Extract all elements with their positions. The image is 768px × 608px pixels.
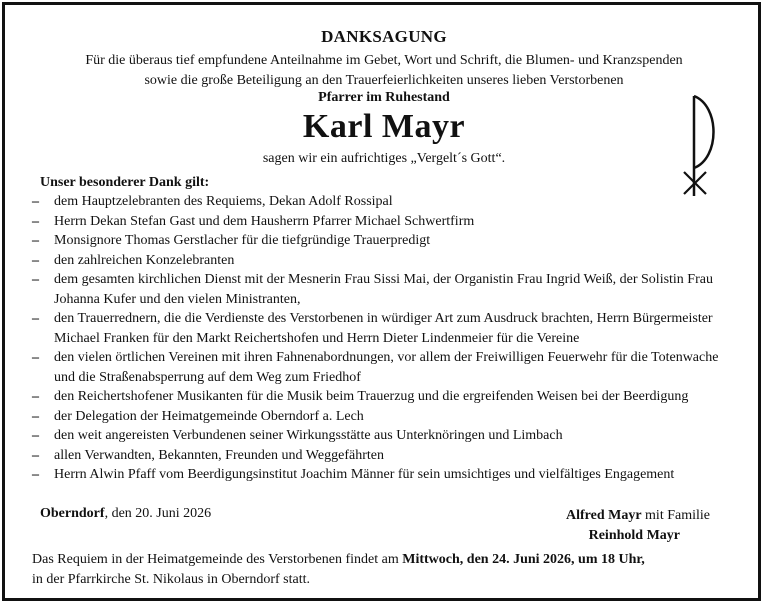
dash-icon: –	[32, 233, 39, 248]
dash-icon: –	[32, 389, 39, 404]
list-item: – den vielen örtlichen Vereinen mit ihren Fahnenabordnungen, vor allem der Freiwilligen Feuerwehr für die Totenwache und die Straßenabsperrung auf dem Weg zum Friedhof	[32, 350, 719, 385]
deceased-name: Karl Mayr	[302, 108, 466, 145]
list-item: – den Reichertshofener Musikanten für die Musik beim Trauerzug und die ergreifenden Weisen bei der Beerdigung	[32, 387, 732, 407]
requiem-info	[32, 550, 752, 590]
dash-icon: –	[32, 428, 39, 443]
family-line-2: Reinhold Mayr	[588, 528, 680, 543]
list-item: – dem gesamten kirchlichen Dienst mit der Mesnerin Frau Sissi Mai, der Organistin Frau Ingrid Weiß, der Solistin Frau Johanna Kufer und den vielen Ministranten,	[32, 272, 713, 307]
requiem-date: Mittwoch, den 24. Juni 2026, um 18 Uhr,	[402, 552, 645, 567]
list-item: – Herrn Alwin Pfaff vom Beerdigungsinstitut Joachim Männer für sein umsichtiges und vielfältiges Engagement	[32, 465, 732, 485]
dash-icon: –	[32, 350, 39, 365]
list-item: – den Trauerrednern, die die Verdienste des Verstorbenen in würdiger Art zum Ausdruck brachten, Herrn Bürgermeister Michael Franken für den Markt Reichertshofen und Herrn Dieter Lindenmeier für die Vereine	[32, 311, 713, 346]
dash-icon: –	[32, 447, 39, 463]
list-item: – dem Hauptzelebranten des Requiems, Dekan Adolf Rossipal	[32, 192, 732, 212]
list-item: – allen Verwandten, Bekannten, Freunden und Weggefährten	[32, 446, 732, 466]
intro-line-2: sowie die große Beteiligung an den Trauerfeierlichkeiten unseres lieben Verstorbenen	[144, 73, 624, 88]
family-name: Alfred Mayr	[565, 508, 642, 523]
intro-line-1: Für die überaus tief empfundene Anteilnahme im Gebet, Wort und Schrift, die Blumen- und Kranzspenden	[85, 53, 683, 68]
list-item: – den zahlreichen Konzelebranten	[32, 251, 732, 271]
family-signature	[520, 506, 710, 546]
list-item: – der Delegation der Heimatgemeinde Oberndorf a. Lech	[32, 407, 732, 427]
thanks-list	[32, 192, 732, 485]
place-name: Oberndorf	[40, 506, 105, 521]
list-item: – den weit angereisten Verbundenen seiner Wirkungsstätte aus Unterknöringen und Limbach	[32, 426, 732, 446]
dash-icon: –	[32, 311, 39, 326]
dash-icon: –	[32, 272, 39, 287]
notice-title: DANKSAGUNG	[321, 27, 447, 46]
special-thanks-heading: Unser besonderer Dank gilt:	[40, 175, 210, 190]
list-item: – Herrn Dekan Stefan Gast und dem Hausherrn Pfarrer Michael Schwertfirm	[32, 212, 732, 232]
dash-icon: –	[32, 213, 39, 229]
notice-date: , den 20. Juni 2026	[104, 506, 212, 521]
requiem-text-2: in der Pfarrkirche St. Nikolaus in Oberndorf statt.	[32, 572, 310, 587]
dash-icon: –	[32, 194, 39, 209]
intro-text	[0, 51, 768, 91]
place-and-date	[40, 506, 211, 522]
requiem-text-1: Das Requiem in der Heimatgemeinde des Verstorbenen findet am	[32, 552, 403, 567]
thanks-line: sagen wir ein aufrichtiges „Vergelt´s Gott“.	[262, 151, 506, 166]
list-item: – Monsignore Thomas Gerstlacher für die tiefgründige Trauerpredigt	[32, 231, 732, 251]
dash-icon: –	[32, 408, 39, 424]
deceased-rank: Pfarrer im Ruhestand	[318, 90, 450, 105]
chi-rho-icon	[676, 92, 716, 204]
family-suffix: mit Familie	[641, 508, 710, 523]
dash-icon: –	[32, 467, 39, 482]
dash-icon: –	[32, 252, 39, 268]
